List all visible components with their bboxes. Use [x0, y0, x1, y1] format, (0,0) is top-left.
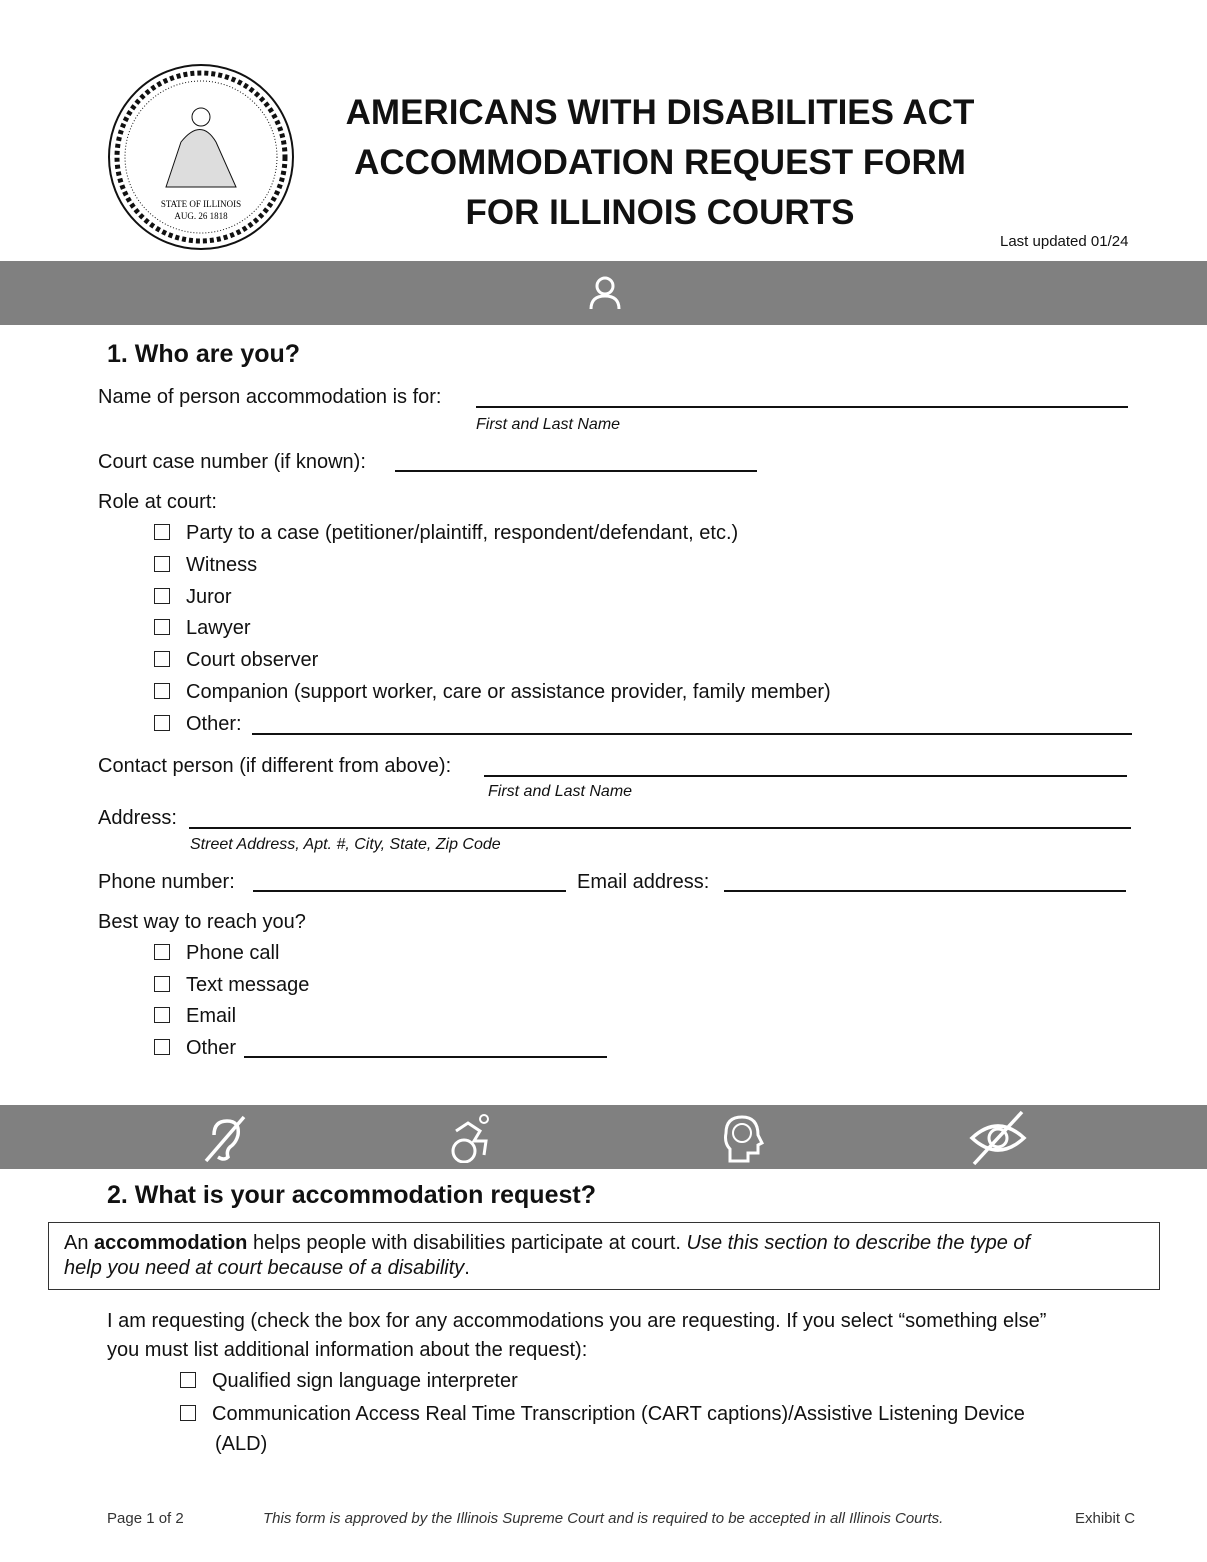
request-instructions-1: I am requesting (check the box for any accommodations you are requesting. If you select “something else” [107, 1310, 1047, 1332]
name-caption: First and Last Name [476, 416, 621, 433]
case-number-label: Court case number (if known): [98, 451, 366, 473]
request-option-cart-cont: (ALD) [215, 1433, 268, 1455]
contact-field[interactable] [484, 775, 1127, 777]
option-label: Court observer [186, 649, 319, 671]
vision-impaired-icon [968, 1110, 1028, 1166]
role-option-observer[interactable] [154, 649, 318, 672]
checkbox[interactable] [154, 556, 170, 572]
contact-caption: First and Last Name [488, 783, 633, 800]
last-updated: Last updated 01/24 [1000, 233, 1129, 250]
page-number: Page 1 of 2 [107, 1510, 184, 1527]
contact-label: Contact person (if different from above): [98, 755, 452, 777]
email-field[interactable] [724, 890, 1126, 892]
info-italic: help you need at court because of a disability [64, 1257, 465, 1279]
info-text: An [64, 1232, 95, 1254]
checkbox[interactable] [154, 1007, 170, 1023]
exhibit-label: Exhibit C [1075, 1510, 1136, 1527]
checkbox[interactable] [154, 651, 170, 667]
role-label: Role at court: [98, 491, 217, 513]
request-option-sign-language[interactable] [180, 1370, 518, 1393]
phone-field[interactable] [253, 890, 566, 892]
checkbox[interactable] [154, 1039, 170, 1055]
seal-state: STATE OF ILLINOIS [160, 199, 242, 209]
form-title-line-3: FOR ILLINOIS COURTS [465, 193, 855, 232]
option-label: Lawyer [186, 617, 251, 639]
request-option-cart[interactable] [180, 1403, 1025, 1426]
accommodation-info-box [48, 1222, 1160, 1290]
reach-option-other[interactable] [154, 1037, 236, 1060]
checkbox[interactable] [180, 1372, 196, 1388]
section2-banner [0, 1105, 1207, 1169]
address-caption: Street Address, Apt. #, City, State, Zip Code [190, 836, 501, 853]
seal-date: AUG. 26 1818 [174, 211, 228, 221]
info-italic: Use this section to describe the type of [686, 1232, 1031, 1254]
brain-head-icon [716, 1113, 766, 1163]
email-label: Email address: [577, 871, 710, 893]
checkbox[interactable] [154, 588, 170, 604]
option-label: Communication Access Real Time Transcription (CART captions)/Assistive Listening Device [212, 1403, 1025, 1425]
role-other-field[interactable] [252, 733, 1132, 735]
name-label: Name of person accommodation is for: [98, 386, 442, 408]
option-label: Party to a case (petitioner/plaintiff, respondent/defendant, etc.) [186, 522, 739, 544]
option-label: Juror [186, 586, 232, 608]
person-icon [588, 275, 622, 311]
checkbox[interactable] [154, 524, 170, 540]
hearing-impaired-icon [200, 1113, 250, 1163]
role-option-lawyer[interactable] [154, 617, 250, 640]
form-title-line-1: AMERICANS WITH DISABILITIES ACT [345, 93, 975, 132]
option-label: Email [186, 1005, 237, 1027]
checkbox[interactable] [154, 976, 170, 992]
info-text: helps people with disabilities participate at court. [247, 1232, 687, 1254]
footer-note: This form is approved by the Illinois Supreme Court and is required to be accepted in all Illinois Courts. [263, 1510, 944, 1527]
section1-heading: 1. Who are you? [107, 340, 301, 368]
checkbox[interactable] [154, 683, 170, 699]
section1-banner [0, 261, 1207, 325]
role-option-juror[interactable] [154, 586, 232, 609]
address-field[interactable] [189, 827, 1131, 829]
option-label: Companion (support worker, care or assistance provider, family member) [186, 681, 831, 703]
case-number-field[interactable] [395, 470, 757, 472]
reach-option-phone[interactable] [154, 942, 279, 965]
supreme-court-seal-logo [106, 62, 296, 252]
checkbox[interactable] [154, 944, 170, 960]
wheelchair-icon [448, 1113, 498, 1163]
reach-option-text[interactable] [154, 974, 309, 997]
reach-other-field[interactable] [244, 1056, 607, 1058]
role-option-witness[interactable] [154, 554, 257, 577]
checkbox[interactable] [154, 715, 170, 731]
form-title-line-2: ACCOMMODATION REQUEST FORM [354, 143, 966, 182]
option-label: Witness [186, 554, 258, 576]
option-label: Phone call [186, 942, 280, 964]
info-bold: accommodation [94, 1232, 248, 1254]
name-field[interactable] [476, 406, 1128, 408]
role-option-party[interactable] [154, 522, 738, 545]
checkbox[interactable] [180, 1405, 196, 1421]
option-label: Other [186, 1037, 237, 1059]
reach-label: Best way to reach you? [98, 911, 306, 933]
role-option-companion[interactable] [154, 681, 831, 704]
address-label: Address: [98, 807, 177, 829]
option-label: Other: [186, 713, 242, 735]
phone-label: Phone number: [98, 871, 235, 893]
period: . [464, 1257, 470, 1279]
reach-option-email[interactable] [154, 1005, 236, 1028]
checkbox[interactable] [154, 619, 170, 635]
section2-heading: 2. What is your accommodation request? [107, 1181, 596, 1209]
option-label: Text message [186, 974, 310, 996]
option-label: Qualified sign language interpreter [212, 1370, 518, 1392]
request-instructions-2: you must list additional information about the request): [107, 1339, 588, 1361]
role-option-other[interactable] [154, 713, 242, 736]
